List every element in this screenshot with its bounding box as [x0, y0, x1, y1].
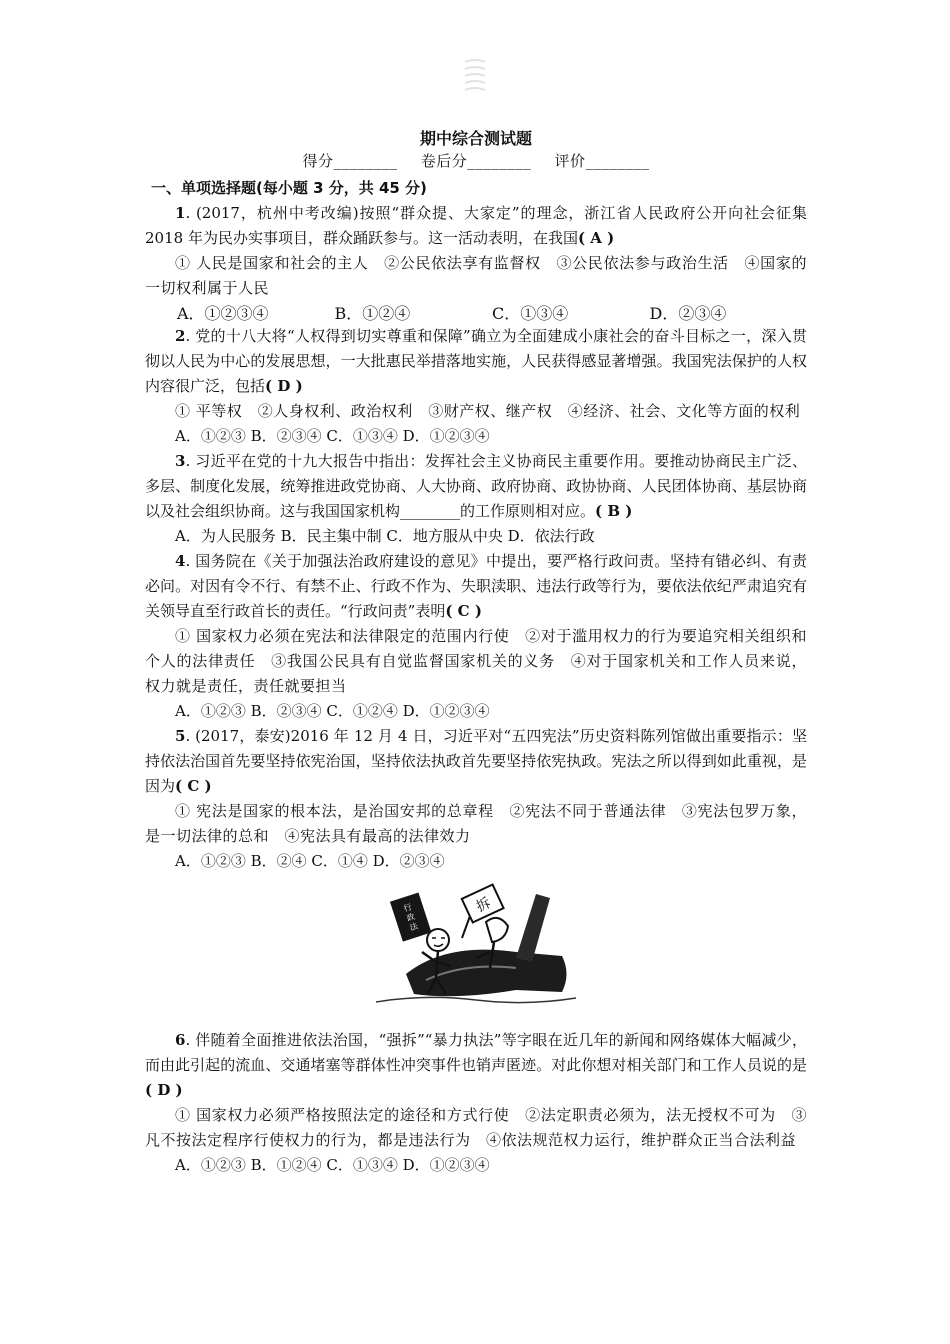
question-number: 4 — [175, 552, 186, 570]
stem-text: . 国务院在《关于加强法治政府建设的意见》中提出，要严格行政问责。坚持有错必纠、有责必问。对因有令不行、有禁不止、行政不作为、失职渎职、违法行政等行为，要依法依纪严肃追究有关领导直至行政首长的责任。“行政问责”表明 — [145, 552, 807, 620]
stem-text: . (2017，泰安)2016 年 12 月 4 日，习近平对“五四宪法”历史资料陈列馆做出重要指示：坚持依法治国首先要坚持依宪治国，坚持依法执政首先要坚持依宪执政。宪法之所以得到如此重视，是因为 — [145, 727, 807, 795]
question-stem — [145, 324, 807, 399]
choice-c: C．①③④ — [492, 304, 569, 323]
final-score-field: 卷后分________ — [420, 152, 532, 170]
watermark-logo — [461, 56, 489, 96]
answer-mark: ( B ) — [595, 502, 633, 520]
question-6 — [145, 1028, 807, 1178]
answer-mark: ( D ) — [265, 377, 303, 395]
choice-b: B．①②④ — [334, 304, 411, 323]
answer-choices: A．①②③ B．②③④ C．①②④ D．①②③④ — [175, 702, 490, 720]
law-book — [390, 892, 432, 941]
answer-mark: ( C ) — [175, 777, 212, 795]
answer-choices: A．①②③ B．①②④ C．①③④ D．①②③④ — [175, 1156, 490, 1174]
question-number: 3 — [175, 452, 186, 470]
answer-choices: A．①②③ B．②④ C．①④ D．②③④ — [175, 852, 445, 870]
question-stem — [145, 1028, 807, 1103]
answer-choices: A．为人民服务 B．民主集中制 C．地方服从中央 D．依法行政 — [175, 527, 595, 545]
question-options: ① 国家权力必须严格按照法定的途径和方式行使 ②法定职责必须为，法无授权不可为 ③凡不按法定程序行使权力的行为，都是违法行为 ④依法规范权力运行，维护群众正当合法利益 — [145, 1106, 807, 1149]
book-label-1: 行 — [402, 902, 413, 914]
answer-choices: A．①②③ B．②③④ C．①③④ D．①②③④ — [175, 427, 490, 445]
stem-text: . 习近平在党的十九大报告中指出：发挥社会主义协商民主重要作用。要推动协商民主广泛、多层、制度化发展，统筹推进政党协商、人大协商、政府协商、政协协商、人民团体协商、基层协商以及社会组织协商。这与我国国家机构________的工作原则相对应。 — [145, 452, 807, 520]
answer-choices — [145, 301, 807, 324]
section-heading: 一、单项选择题(每小题 3 分，共 45 分) — [151, 179, 427, 197]
score-fields — [145, 150, 807, 171]
question-stem — [145, 549, 807, 624]
question-number: 2 — [175, 327, 186, 345]
evaluation-field: 评价________ — [554, 152, 650, 170]
question-5 — [145, 724, 807, 874]
question-4 — [145, 549, 807, 724]
choice-a: A．①②③④ — [177, 304, 269, 323]
answer-mark: ( A ) — [577, 229, 615, 247]
score-field: 得分________ — [302, 152, 398, 170]
question-stem — [145, 449, 807, 524]
stem-text: . (2017，杭州中考改编)按照“群众提、大家定”的理念，浙江省人民政府公开向社会征集 2018 年为民办实事项目，群众踊跃参与。这一活动表明，在我国 — [145, 204, 807, 247]
book-label-2: 政 — [405, 912, 417, 924]
question-2 — [145, 324, 807, 449]
question-number: 1 — [175, 204, 186, 222]
book-label-3: 法 — [408, 921, 420, 933]
question-options: ① 宪法是国家的根本法，是治国安邦的总章程 ②宪法不同于普通法律 ③宪法包罗万象，是一切法律的总和 ④宪法具有最高的法律效力 — [145, 802, 807, 845]
demolition-sign — [462, 885, 504, 923]
question-options: ① 人民是国家和社会的主人 ②公民依法享有监督权 ③公民依法参与政治生活 ④国家的一切权利属于人民 — [145, 254, 807, 297]
cartoon-illustration — [366, 882, 586, 1014]
question-number: 6 — [175, 1031, 186, 1049]
question-1 — [145, 201, 807, 324]
exam-content — [145, 176, 807, 1178]
question-options: ① 平等权 ②人身权利、政治权利 ③财产权、继产权 ④经济、社会、文化等方面的权利 — [175, 402, 801, 420]
hammer-handle — [516, 894, 550, 962]
choice-d: D．②③④ — [649, 304, 727, 323]
sign-label: 拆 — [473, 895, 494, 916]
question-3 — [145, 449, 807, 549]
question-stem — [145, 201, 807, 251]
answer-mark: ( C ) — [445, 602, 482, 620]
question-number: 5 — [175, 727, 186, 745]
question-options: ① 国家权力必须在宪法和法律限定的范围内行使 ②对于滥用权力的行为要追究相关组织和个人的法律责任 ③我国公民具有自觉监督国家机关的义务 ④对于国家机关和工作人员来说，权力就是责任，责任就要担当 — [145, 627, 807, 695]
question-stem — [145, 724, 807, 799]
page-title: 期中综合测试题 — [419, 129, 532, 148]
stem-text: . 伴随着全面推进依法治国，“强拆”“暴力执法”等字眼在近几年的新闻和网络媒体大幅减少，而由此引起的流血、交通堵塞等群体性冲突事件也销声匿迹。对此你想对相关部门和工作人员说的是 — [145, 1031, 807, 1074]
answer-mark: ( D ) — [145, 1081, 183, 1099]
stem-text: . 党的十八大将“人权得到切实尊重和保障”确立为全面建成小康社会的奋斗目标之一，深入贯彻以人民为中心的发展思想，一大批惠民举措落地实施，人民获得感显著增强。我国宪法保护的人权内容很广泛，包括 — [145, 327, 807, 395]
